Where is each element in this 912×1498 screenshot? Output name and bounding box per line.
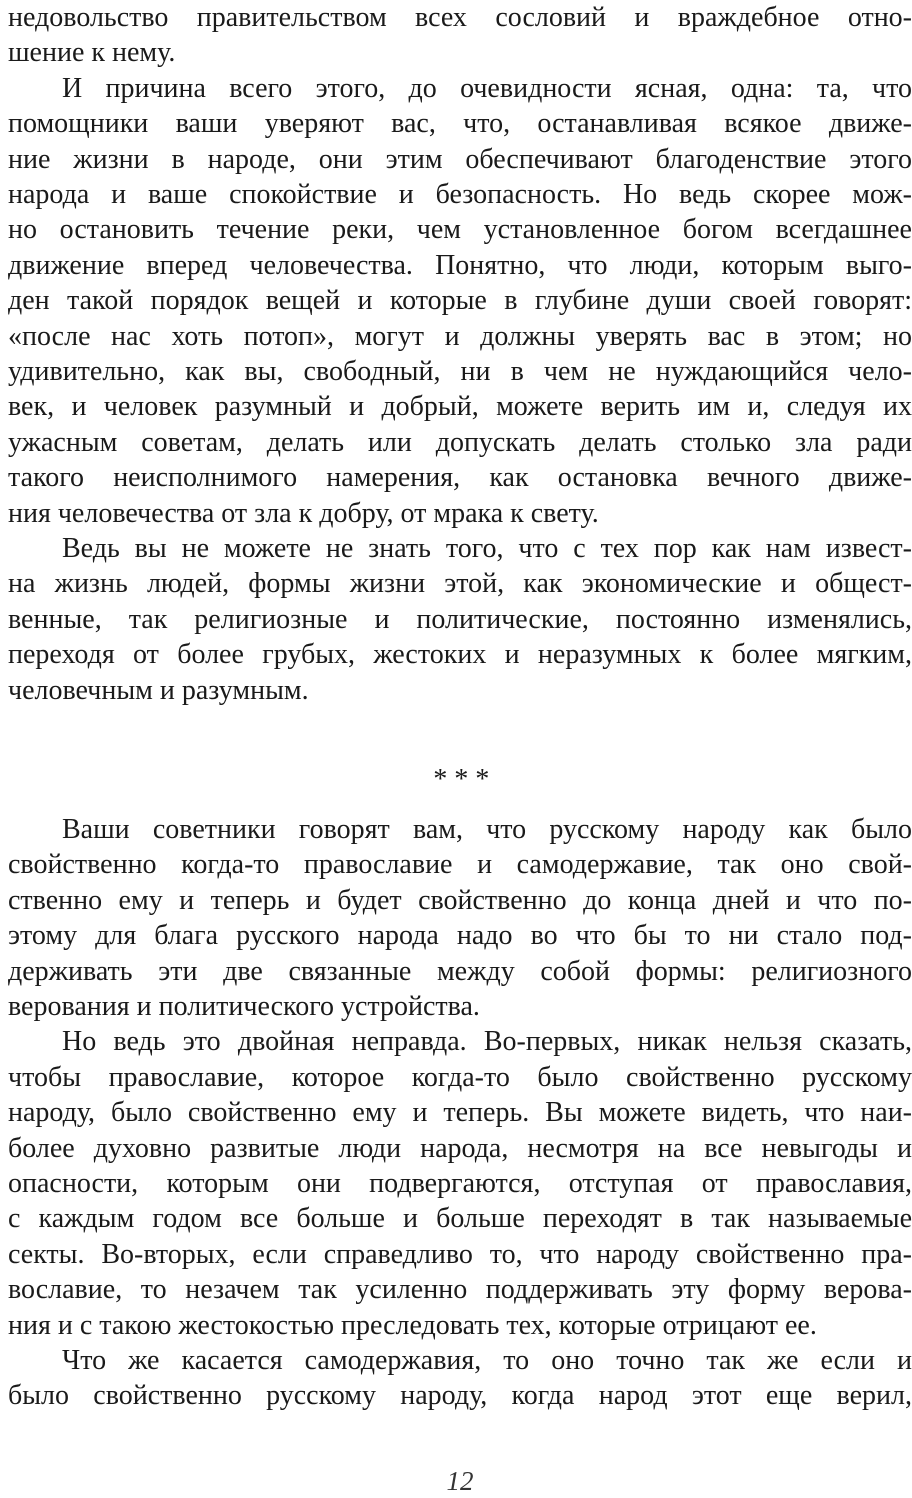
text-line: движение вперед человечества. Понятно, что люди, которым выго-: [8, 249, 912, 281]
text-line: Что же касается самодержавия, то оно точно так же если и: [62, 1345, 912, 1376]
text-line: но остановить течение реки, чем установленное богом всегдашнее: [8, 214, 912, 246]
text-line: держивать эти две связанные между собой формы: религиозного: [8, 955, 912, 987]
text-line: недовольство правительством всех сословий и враждебное отно-: [8, 2, 912, 33]
text-line: более духовно развитые люди народа, несмотря на все невыгоды и: [8, 1132, 912, 1164]
text-line: ужасным советам, делать или допускать делать столько зла ради: [8, 426, 912, 458]
text-line: Ведь вы не можете не знать того, что с тех пор как нам извест-: [62, 533, 912, 564]
text-line: человечным и разумным.: [8, 674, 309, 706]
text-line: переходя от более грубых, жестоких и неразумных к более мягким,: [8, 639, 912, 671]
section-separator: * * *: [432, 764, 488, 795]
text-line: было свойственно русскому народу, когда народ этот еще верил,: [8, 1380, 912, 1412]
page-number: 12: [446, 1466, 474, 1496]
text-line: Но ведь это двойная неправда. Во-первых, никак нельзя сказать,: [62, 1026, 912, 1058]
text-line: венные, так религиозные и политические, постоянно изменялись,: [8, 603, 912, 635]
text-line: свойственно когда-то православие и самодержавие, так оно свой-: [8, 849, 912, 881]
text-line: народа и ваше спокойствие и безопасность. Но ведь скорее мож-: [8, 179, 912, 210]
text-line: ден такой порядок вещей и которые в глубине души своей говорят:: [8, 285, 912, 317]
text-line: удивительно, как вы, свободный, ни в чем не нуждающийся чело-: [8, 356, 912, 387]
text-line: на жизнь людей, формы жизни этой, как экономические и общест-: [8, 568, 912, 600]
text-line: шение к нему.: [8, 37, 176, 69]
text-line: народу, было свойственно ему и теперь. Вы можете видеть, что наи-: [8, 1097, 912, 1129]
text-line: верования и политического устройства.: [8, 991, 480, 1022]
text-line: такого неисполнимого намерения, как остановка вечного движе-: [8, 462, 912, 494]
text-line: ния человечества от зла к добру, от мрака к свету.: [8, 497, 599, 529]
text-line: И причина всего этого, до очевидности ясная, одна: та, что: [62, 72, 912, 104]
text-line: с каждым годом все больше и больше переходят в так называемые: [8, 1203, 912, 1235]
text-line: вославие, то незачем так усиленно поддерживать эту форму верова-: [8, 1274, 912, 1306]
text-line: «после нас хоть потоп», могут и должны уверять вас в этом; но: [8, 320, 912, 352]
text-line: опасности, которым они подвергаются, отступая от православия,: [8, 1168, 912, 1199]
text-line: чтобы православие, которое когда-то было свойственно русскому: [8, 1061, 912, 1093]
text-line: ния и с такою жестокостью преследовать тех, которые отрицают ее.: [8, 1309, 817, 1341]
text-line: ственно ему и теперь и будет свойственно до конца дней и что по-: [8, 884, 912, 916]
text-line: ние жизни в народе, они этим обеспечивают благоденствие этого: [8, 143, 912, 175]
text-line: помощники ваши уверяют вас, что, останавливая всякое движе-: [8, 108, 912, 140]
text-line: Ваши советники говорят вам, что русскому народу как было: [62, 814, 912, 845]
text-line: этому для блага русского народа надо во что бы то ни стало под-: [8, 920, 912, 952]
text-line: секты. Во-вторых, если справедливо то, что народу свойственно пра-: [8, 1238, 912, 1270]
book-page: [8, 0, 912, 1496]
text-line: век, и человек разумный и добрый, можете верить им и, следуя их: [8, 391, 912, 423]
